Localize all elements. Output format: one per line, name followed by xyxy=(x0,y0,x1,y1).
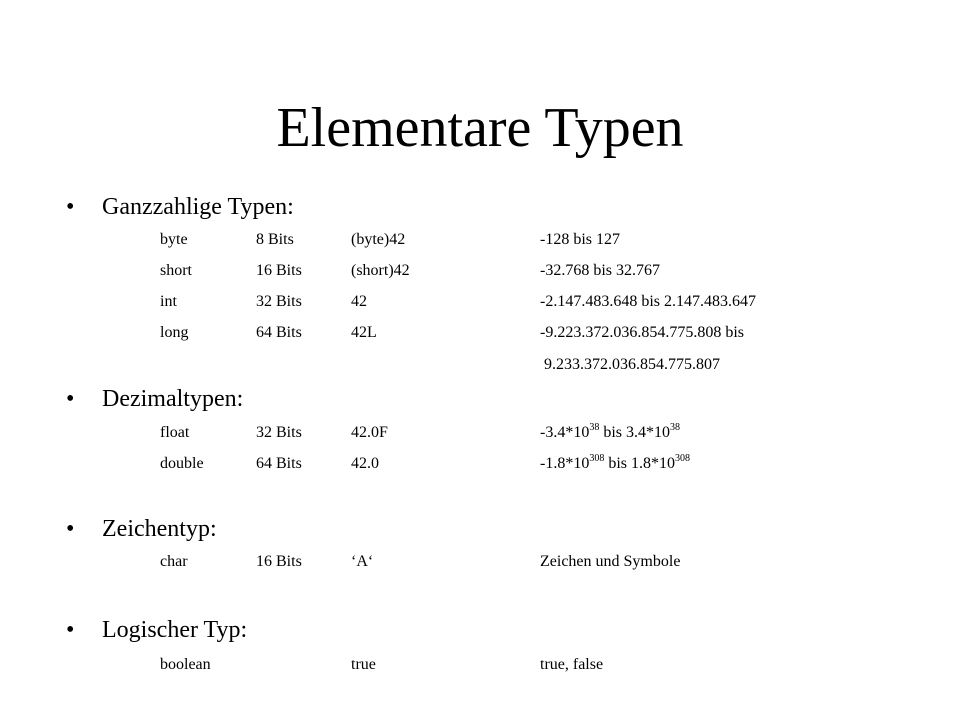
bit-size: 8 Bits xyxy=(256,231,294,248)
value-range xyxy=(540,418,680,448)
table-row xyxy=(0,650,960,680)
bullet-icon: • xyxy=(66,386,75,412)
table-row-continuation xyxy=(0,350,960,380)
table-row xyxy=(0,256,960,286)
type-name: short xyxy=(160,262,192,279)
bullet-icon: • xyxy=(66,194,75,220)
bit-size: 32 Bits xyxy=(256,424,302,441)
value-range: 9.233.372.036.854.775.807 xyxy=(540,356,720,373)
section-heading-label: Ganzzahlige Typen: xyxy=(102,194,294,220)
literal-example: (short)42 xyxy=(351,262,410,279)
range-max-exponent: 308 xyxy=(675,453,690,464)
literal-example: 42.0 xyxy=(351,455,379,472)
value-range: true, false xyxy=(540,656,604,673)
section-heading-char-type xyxy=(66,513,217,545)
section-heading-logical-type xyxy=(66,614,247,646)
section-heading-decimal-types xyxy=(66,383,243,415)
range-max-base: bis 1.8*10 xyxy=(604,455,675,472)
table-row xyxy=(0,418,960,448)
value-range: Zeichen und Symbole xyxy=(540,553,681,570)
range-min-base: -1.8*10 xyxy=(540,455,590,472)
table-row xyxy=(0,318,960,348)
bit-size: 64 Bits xyxy=(256,324,302,341)
range-max-base: bis 3.4*10 xyxy=(599,424,670,441)
section-heading-label: Logischer Typ: xyxy=(102,617,248,643)
type-name: long xyxy=(160,324,189,341)
table-row xyxy=(0,449,960,479)
range-min-exponent: 38 xyxy=(589,422,600,433)
bit-size: 16 Bits xyxy=(256,553,302,570)
bullet-icon: • xyxy=(66,617,75,643)
type-name: float xyxy=(160,424,190,441)
value-range: -128 bis 127 xyxy=(540,231,620,248)
slide-title: Elementare Typen xyxy=(276,97,684,159)
section-heading-integer-types xyxy=(66,191,294,223)
literal-example: 42.0F xyxy=(351,424,388,441)
literal-example: 42L xyxy=(351,324,377,341)
literal-example: true xyxy=(351,656,376,673)
table-row xyxy=(0,287,960,317)
table-row xyxy=(0,225,960,255)
type-name: int xyxy=(160,293,177,310)
section-heading-label: Zeichentyp: xyxy=(102,516,217,542)
range-max-exponent: 38 xyxy=(670,422,680,433)
bit-size: 16 Bits xyxy=(256,262,302,279)
range-min-base: -3.4*10 xyxy=(540,424,590,441)
value-range xyxy=(540,449,690,479)
type-name: double xyxy=(160,455,204,472)
literal-example: 42 xyxy=(351,293,367,310)
value-range: -9.223.372.036.854.775.808 bis xyxy=(540,324,744,341)
literal-example: (byte)42 xyxy=(351,231,406,248)
bullet-icon: • xyxy=(66,516,75,542)
bit-size: 32 Bits xyxy=(256,293,302,310)
section-heading-label: Dezimaltypen: xyxy=(102,386,244,412)
type-name: boolean xyxy=(160,656,211,673)
range-min-exponent: 308 xyxy=(589,453,605,464)
type-name: char xyxy=(160,553,188,570)
value-range: -2.147.483.648 bis 2.147.483.647 xyxy=(540,293,756,310)
literal-example: ‘A‘ xyxy=(351,553,374,570)
value-range: -32.768 bis 32.767 xyxy=(540,262,660,279)
table-row xyxy=(0,547,960,577)
type-name: byte xyxy=(160,231,188,248)
bit-size: 64 Bits xyxy=(256,455,302,472)
